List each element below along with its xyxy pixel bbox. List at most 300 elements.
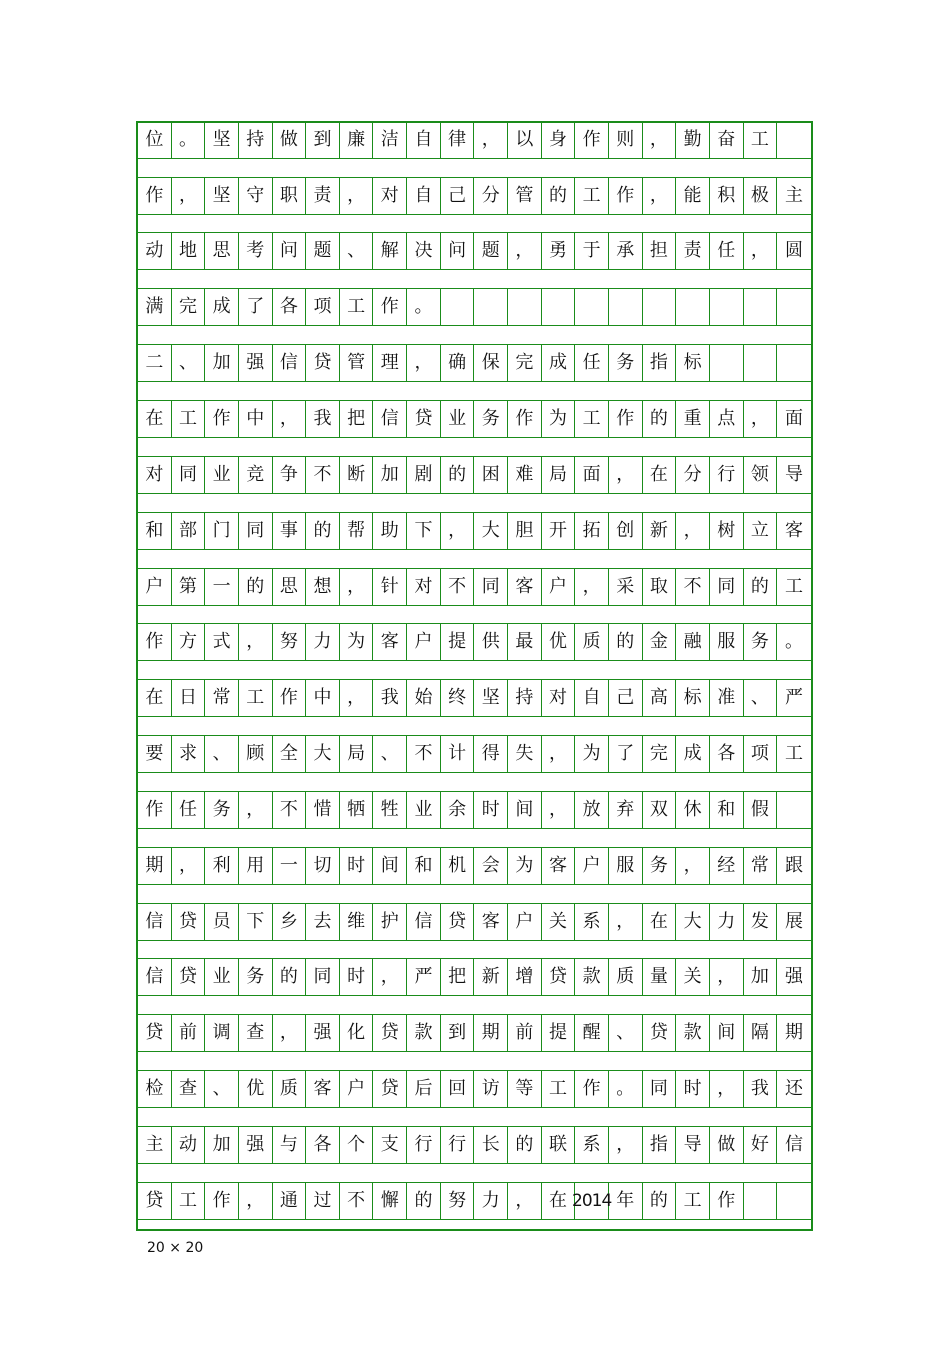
grid-cell: 用 bbox=[239, 847, 273, 885]
grid-cell: 采 bbox=[609, 568, 643, 606]
grid-cell: 成 bbox=[676, 735, 710, 773]
grid-cell: 员 bbox=[205, 903, 239, 941]
grid-cell: 管 bbox=[508, 177, 542, 215]
grid-cell: 前 bbox=[508, 1014, 542, 1052]
grid-cell: 决 bbox=[407, 232, 441, 270]
grid-cell: 自 bbox=[407, 177, 441, 215]
grid-cell: 分 bbox=[474, 177, 508, 215]
grid-cell: 在 bbox=[542, 1182, 576, 1220]
grid-row bbox=[138, 568, 811, 606]
grid-cell: 的 bbox=[306, 512, 340, 550]
grid-cell: 创 bbox=[609, 512, 643, 550]
grid-cell: 努 bbox=[273, 623, 307, 661]
grid-cell: 同 bbox=[710, 568, 744, 606]
grid-cell: 帮 bbox=[340, 512, 374, 550]
grid-row bbox=[138, 1126, 811, 1164]
grid-row bbox=[138, 121, 811, 159]
grid-cell: 针 bbox=[373, 568, 407, 606]
grid-row bbox=[138, 288, 811, 326]
grid-cell: 困 bbox=[474, 456, 508, 494]
grid-cell: 强 bbox=[239, 344, 273, 382]
grid-cell: 信 bbox=[777, 1126, 811, 1164]
grid-cell: 。 bbox=[609, 1070, 643, 1108]
grid-cell: 工 bbox=[777, 568, 811, 606]
grid-cell: 争 bbox=[273, 456, 307, 494]
grid-cell: 一 bbox=[273, 847, 307, 885]
grid-cell: 身 bbox=[542, 121, 576, 159]
grid-cell: 勇 bbox=[542, 232, 576, 270]
grid-cell: 终 bbox=[441, 679, 475, 717]
grid-cell: 信 bbox=[138, 958, 172, 996]
grid-cell: 、 bbox=[609, 1014, 643, 1052]
grid-cell: 高 bbox=[643, 679, 677, 717]
grid-cell: 期 bbox=[138, 847, 172, 885]
grid-cell: ， bbox=[239, 623, 273, 661]
grid-cell: 考 bbox=[239, 232, 273, 270]
grid-row bbox=[138, 735, 811, 773]
grid-row bbox=[138, 177, 811, 215]
grid-cell: 项 bbox=[744, 735, 778, 773]
grid-cell: 前 bbox=[172, 1014, 206, 1052]
grid-cell: 坚 bbox=[474, 679, 508, 717]
grid-cell: ， bbox=[340, 177, 374, 215]
grid-cell: 作 bbox=[205, 400, 239, 438]
grid-cell: ， bbox=[676, 847, 710, 885]
grid-cell: ， bbox=[710, 958, 744, 996]
grid-cell: 户 bbox=[542, 568, 576, 606]
grid-cell: 则 bbox=[609, 121, 643, 159]
grid-cell: ， bbox=[273, 1014, 307, 1052]
grid-cell: 提 bbox=[441, 623, 475, 661]
grid-cell: 确 bbox=[441, 344, 475, 382]
grid-cell: 质 bbox=[273, 1070, 307, 1108]
grid-cell: 于 bbox=[575, 232, 609, 270]
grid-cell: ， bbox=[508, 1182, 542, 1220]
grid-cell: 贷 bbox=[306, 344, 340, 382]
grid-cell: 以 bbox=[508, 121, 542, 159]
grid-cell bbox=[744, 1182, 778, 1220]
grid-cell: 保 bbox=[474, 344, 508, 382]
grid-cell: 优 bbox=[239, 1070, 273, 1108]
grid-cell: 始 bbox=[407, 679, 441, 717]
grid-cell: 间 bbox=[508, 791, 542, 829]
grid-cell: 工 bbox=[239, 679, 273, 717]
grid-cell: 要 bbox=[138, 735, 172, 773]
grid-cell: 工 bbox=[542, 1070, 576, 1108]
grid-cell: ， bbox=[474, 121, 508, 159]
grid-cell: 和 bbox=[407, 847, 441, 885]
grid-cell: 担 bbox=[643, 232, 677, 270]
grid-cell: 工 bbox=[575, 177, 609, 215]
grid-cell: 勤 bbox=[676, 121, 710, 159]
grid-cell: 贷 bbox=[643, 1014, 677, 1052]
grid-cell: 、 bbox=[340, 232, 374, 270]
grid-cell: ， bbox=[239, 791, 273, 829]
grid-cell: 的 bbox=[542, 177, 576, 215]
grid-cell: 了 bbox=[239, 288, 273, 326]
grid-cell: 客 bbox=[373, 623, 407, 661]
grid-cell: 还 bbox=[777, 1070, 811, 1108]
grid-cell: 强 bbox=[239, 1126, 273, 1164]
grid-cell: 隔 bbox=[744, 1014, 778, 1052]
grid-cell bbox=[777, 1182, 811, 1220]
grid-cell: ， bbox=[340, 679, 374, 717]
grid-cell: 指 bbox=[643, 344, 677, 382]
grid-cell: 立 bbox=[744, 512, 778, 550]
grid-cell: 对 bbox=[373, 177, 407, 215]
grid-cell: 不 bbox=[676, 568, 710, 606]
grid-cell: 好 bbox=[744, 1126, 778, 1164]
grid-cell: 动 bbox=[138, 232, 172, 270]
grid-cell: ， bbox=[407, 344, 441, 382]
grid-cell: 准 bbox=[710, 679, 744, 717]
grid-cell: 客 bbox=[474, 903, 508, 941]
grid-cell: ， bbox=[643, 121, 677, 159]
grid-cell: ， bbox=[744, 400, 778, 438]
grid-cell: 和 bbox=[710, 791, 744, 829]
grid-cell: ， bbox=[172, 847, 206, 885]
grid-cell: 户 bbox=[508, 903, 542, 941]
grid-cell bbox=[744, 344, 778, 382]
grid-cell bbox=[474, 288, 508, 326]
grid-cell: 指 bbox=[643, 1126, 677, 1164]
grid-cell: 的 bbox=[239, 568, 273, 606]
grid-cell: 持 bbox=[508, 679, 542, 717]
grid-cell: 切 bbox=[306, 847, 340, 885]
grid-cell: 全 bbox=[273, 735, 307, 773]
grid-cell: 经 bbox=[710, 847, 744, 885]
grid-cell: 长 bbox=[474, 1126, 508, 1164]
grid-cell: ， bbox=[710, 1070, 744, 1108]
grid-cell: 到 bbox=[441, 1014, 475, 1052]
grid-cell: 支 bbox=[373, 1126, 407, 1164]
grid-cell: 信 bbox=[273, 344, 307, 382]
grid-cell bbox=[710, 288, 744, 326]
grid-cell bbox=[508, 288, 542, 326]
grid-cell: 客 bbox=[542, 847, 576, 885]
grid-cell: 胆 bbox=[508, 512, 542, 550]
grid-cell: 的 bbox=[273, 958, 307, 996]
grid-cell: 树 bbox=[710, 512, 744, 550]
grid-cell: 严 bbox=[407, 958, 441, 996]
grid-cell: 系 bbox=[575, 903, 609, 941]
grid-row bbox=[138, 512, 811, 550]
grid-cell: 作 bbox=[138, 791, 172, 829]
grid-cell: 关 bbox=[542, 903, 576, 941]
grid-cell: 完 bbox=[643, 735, 677, 773]
grid-cell: 圆 bbox=[777, 232, 811, 270]
grid-cell: 常 bbox=[205, 679, 239, 717]
grid-cell: 各 bbox=[306, 1126, 340, 1164]
grid-cell: 项 bbox=[306, 288, 340, 326]
grid-cell: 一 bbox=[205, 568, 239, 606]
grid-cell: 题 bbox=[474, 232, 508, 270]
grid-cell: 务 bbox=[239, 958, 273, 996]
grid-cell: 系 bbox=[575, 1126, 609, 1164]
grid-cell: 力 bbox=[306, 623, 340, 661]
grid-cell: 间 bbox=[710, 1014, 744, 1052]
grid-cell: 计 bbox=[441, 735, 475, 773]
grid-cell: 主 bbox=[138, 1126, 172, 1164]
grid-cell: 不 bbox=[340, 1182, 374, 1220]
grid-cell: 导 bbox=[676, 1126, 710, 1164]
grid-cell: 懈 bbox=[373, 1182, 407, 1220]
grid-cell: 问 bbox=[441, 232, 475, 270]
grid-cell: 作 bbox=[138, 177, 172, 215]
grid-cell: 提 bbox=[542, 1014, 576, 1052]
grid-cell: ， bbox=[744, 232, 778, 270]
grid-cell: 回 bbox=[441, 1070, 475, 1108]
grid-cell: ， bbox=[373, 958, 407, 996]
grid-cell bbox=[777, 344, 811, 382]
grid-cell: ， bbox=[676, 512, 710, 550]
grid-cell: 洁 bbox=[373, 121, 407, 159]
grid-cell: 同 bbox=[643, 1070, 677, 1108]
grid-row bbox=[138, 1182, 811, 1220]
grid-cell: 同 bbox=[474, 568, 508, 606]
grid-cell: 职 bbox=[273, 177, 307, 215]
grid-cell bbox=[777, 791, 811, 829]
grid-row bbox=[138, 847, 811, 885]
grid-cell: 下 bbox=[239, 903, 273, 941]
grid-cell: 思 bbox=[205, 232, 239, 270]
grid-cell: 我 bbox=[744, 1070, 778, 1108]
grid-cell: 责 bbox=[676, 232, 710, 270]
grid-cell: 积 bbox=[710, 177, 744, 215]
grid-cell: 服 bbox=[609, 847, 643, 885]
grid-cell: 与 bbox=[273, 1126, 307, 1164]
grid-cell: 坚 bbox=[205, 177, 239, 215]
grid-cell: 假 bbox=[744, 791, 778, 829]
grid-cell: 过 bbox=[306, 1182, 340, 1220]
grid-cell: 不 bbox=[306, 456, 340, 494]
grid-cell: 期 bbox=[777, 1014, 811, 1052]
grid-cell: 问 bbox=[273, 232, 307, 270]
grid-cell: 。 bbox=[777, 623, 811, 661]
grid-cell: 能 bbox=[676, 177, 710, 215]
grid-cell: 失 bbox=[508, 735, 542, 773]
grid-cell: 间 bbox=[373, 847, 407, 885]
grid-cell: ， bbox=[340, 568, 374, 606]
grid-cell: 己 bbox=[609, 679, 643, 717]
grid-cell: 努 bbox=[441, 1182, 475, 1220]
grid-cell: ， bbox=[609, 456, 643, 494]
grid-cell: 局 bbox=[340, 735, 374, 773]
grid-row bbox=[138, 679, 811, 717]
grid-cell: 客 bbox=[777, 512, 811, 550]
grid-cell: 贷 bbox=[172, 903, 206, 941]
grid-cell: 去 bbox=[306, 903, 340, 941]
grid-cell: 贷 bbox=[172, 958, 206, 996]
grid-cell: 持 bbox=[239, 121, 273, 159]
grid-cell bbox=[542, 288, 576, 326]
grid-cell: 工 bbox=[172, 400, 206, 438]
grid-cell: 部 bbox=[172, 512, 206, 550]
grid-cell: 在 bbox=[643, 903, 677, 941]
grid-cell: 作 bbox=[609, 177, 643, 215]
grid-cell: 务 bbox=[744, 623, 778, 661]
grid-cell: 中 bbox=[306, 679, 340, 717]
grid-cell: 等 bbox=[508, 1070, 542, 1108]
grid-cell: 剧 bbox=[407, 456, 441, 494]
grid-cell: 第 bbox=[172, 568, 206, 606]
grid-cell: 调 bbox=[205, 1014, 239, 1052]
grid-cell: 做 bbox=[710, 1126, 744, 1164]
grid-cell: 款 bbox=[575, 958, 609, 996]
grid-cell: 任 bbox=[172, 791, 206, 829]
grid-cell: ， bbox=[542, 735, 576, 773]
grid-cell: 后 bbox=[407, 1070, 441, 1108]
grid-cell: 业 bbox=[407, 791, 441, 829]
grid-cell: 分 bbox=[676, 456, 710, 494]
grid-cell: 律 bbox=[441, 121, 475, 159]
grid-cell: 、 bbox=[205, 1070, 239, 1108]
grid-cell: 的 bbox=[744, 568, 778, 606]
grid-cell: 加 bbox=[205, 344, 239, 382]
grid-cell: 休 bbox=[676, 791, 710, 829]
grid-cell bbox=[676, 288, 710, 326]
grid-cell: 户 bbox=[138, 568, 172, 606]
grid-row bbox=[138, 791, 811, 829]
grid-cell: 对 bbox=[542, 679, 576, 717]
grid-cell: 成 bbox=[542, 344, 576, 382]
grid-cell: 的 bbox=[643, 1182, 677, 1220]
grid-cell: 工 bbox=[340, 288, 374, 326]
grid-cell: 。 bbox=[407, 288, 441, 326]
grid-cell: 在 bbox=[138, 400, 172, 438]
grid-cell: 极 bbox=[744, 177, 778, 215]
grid-cell: 贷 bbox=[407, 400, 441, 438]
grid-cell: 理 bbox=[373, 344, 407, 382]
grid-cell: ， bbox=[643, 177, 677, 215]
grid-cell: 客 bbox=[508, 568, 542, 606]
grid-cell: 二 bbox=[138, 344, 172, 382]
grid-cell: ， bbox=[508, 232, 542, 270]
grid-cell: 坚 bbox=[205, 121, 239, 159]
grid-cell: 在 bbox=[643, 456, 677, 494]
grid-cell: 对 bbox=[407, 568, 441, 606]
grid-cell: 质 bbox=[575, 623, 609, 661]
grid-cell: 贷 bbox=[441, 903, 475, 941]
grid-cell: 任 bbox=[575, 344, 609, 382]
grid-cell: 不 bbox=[407, 735, 441, 773]
grid-cell: 廉 bbox=[340, 121, 374, 159]
grid-cell: 作 bbox=[710, 1182, 744, 1220]
grid-cell: 务 bbox=[609, 344, 643, 382]
grid-cell: 务 bbox=[474, 400, 508, 438]
grid-cell: 的 bbox=[508, 1126, 542, 1164]
grid-cell: 、 bbox=[744, 679, 778, 717]
grid-row bbox=[138, 623, 811, 661]
grid-cell: 竞 bbox=[239, 456, 273, 494]
grid-cell: 供 bbox=[474, 623, 508, 661]
grid-cell: 。 bbox=[172, 121, 206, 159]
grid-cell: 业 bbox=[441, 400, 475, 438]
grid-cell: 自 bbox=[407, 121, 441, 159]
grid-cell: 贷 bbox=[138, 1182, 172, 1220]
grid-cell: 我 bbox=[306, 400, 340, 438]
grid-row bbox=[138, 232, 811, 270]
grid-cell: 完 bbox=[172, 288, 206, 326]
grid-cell: 不 bbox=[273, 791, 307, 829]
grid-cell bbox=[575, 288, 609, 326]
grid-cell bbox=[609, 288, 643, 326]
grid-cell: 式 bbox=[205, 623, 239, 661]
grid-cell: 行 bbox=[441, 1126, 475, 1164]
grid-cell: 化 bbox=[340, 1014, 374, 1052]
grid-cell: 最 bbox=[508, 623, 542, 661]
grid-cell: 各 bbox=[273, 288, 307, 326]
grid-cell: 想 bbox=[306, 568, 340, 606]
grid-cell: 作 bbox=[575, 121, 609, 159]
grid-row bbox=[138, 958, 811, 996]
grid-cell: 我 bbox=[373, 679, 407, 717]
grid-cell: 各 bbox=[710, 735, 744, 773]
grid-cell: 展 bbox=[777, 903, 811, 941]
grid-cell: 2014 bbox=[575, 1182, 609, 1220]
grid-cell: 任 bbox=[710, 232, 744, 270]
grid-cell: 余 bbox=[441, 791, 475, 829]
grid-cell: 为 bbox=[575, 735, 609, 773]
grid-cell: 行 bbox=[407, 1126, 441, 1164]
grid-cell: 信 bbox=[407, 903, 441, 941]
grid-cell: 了 bbox=[609, 735, 643, 773]
grid-cell bbox=[744, 288, 778, 326]
grid-cell: 质 bbox=[609, 958, 643, 996]
grid-cell: 款 bbox=[676, 1014, 710, 1052]
grid-cell: 方 bbox=[172, 623, 206, 661]
grid-cell: 同 bbox=[239, 512, 273, 550]
grid-cell: ， bbox=[542, 791, 576, 829]
grid-cell: 加 bbox=[373, 456, 407, 494]
grid-cell: 奋 bbox=[710, 121, 744, 159]
grid-cell: 开 bbox=[542, 512, 576, 550]
grid-cell: 作 bbox=[575, 1070, 609, 1108]
grid-cell: 行 bbox=[710, 456, 744, 494]
grid-cell: 新 bbox=[643, 512, 677, 550]
grid-cell: 、 bbox=[205, 735, 239, 773]
grid-cell: 为 bbox=[542, 400, 576, 438]
grid-cell: 期 bbox=[474, 1014, 508, 1052]
grid-cell: 通 bbox=[273, 1182, 307, 1220]
grid-cell: 到 bbox=[306, 121, 340, 159]
grid-cell: 面 bbox=[575, 456, 609, 494]
grid-cell: 中 bbox=[239, 400, 273, 438]
grid-cell: 主 bbox=[777, 177, 811, 215]
grid-row bbox=[138, 1014, 811, 1052]
grid-cell: 求 bbox=[172, 735, 206, 773]
grid-cell: 检 bbox=[138, 1070, 172, 1108]
grid-row bbox=[138, 1070, 811, 1108]
grid-cell: 责 bbox=[306, 177, 340, 215]
grid-cell: 、 bbox=[373, 735, 407, 773]
grid-cell: 加 bbox=[205, 1126, 239, 1164]
grid-cell: 的 bbox=[407, 1182, 441, 1220]
grid-cell: 访 bbox=[474, 1070, 508, 1108]
grid-cell: 务 bbox=[205, 791, 239, 829]
grid-cell: ， bbox=[609, 903, 643, 941]
grid-cell: 作 bbox=[373, 288, 407, 326]
grid-cell: 日 bbox=[172, 679, 206, 717]
grid-cell: 思 bbox=[273, 568, 307, 606]
grid-row bbox=[138, 456, 811, 494]
grid-cell: 标 bbox=[676, 344, 710, 382]
grid-cell: ， bbox=[441, 512, 475, 550]
grid-cell bbox=[643, 288, 677, 326]
grid-cell: 点 bbox=[710, 400, 744, 438]
grid-cell: 加 bbox=[744, 958, 778, 996]
grid-cell: 工 bbox=[575, 400, 609, 438]
